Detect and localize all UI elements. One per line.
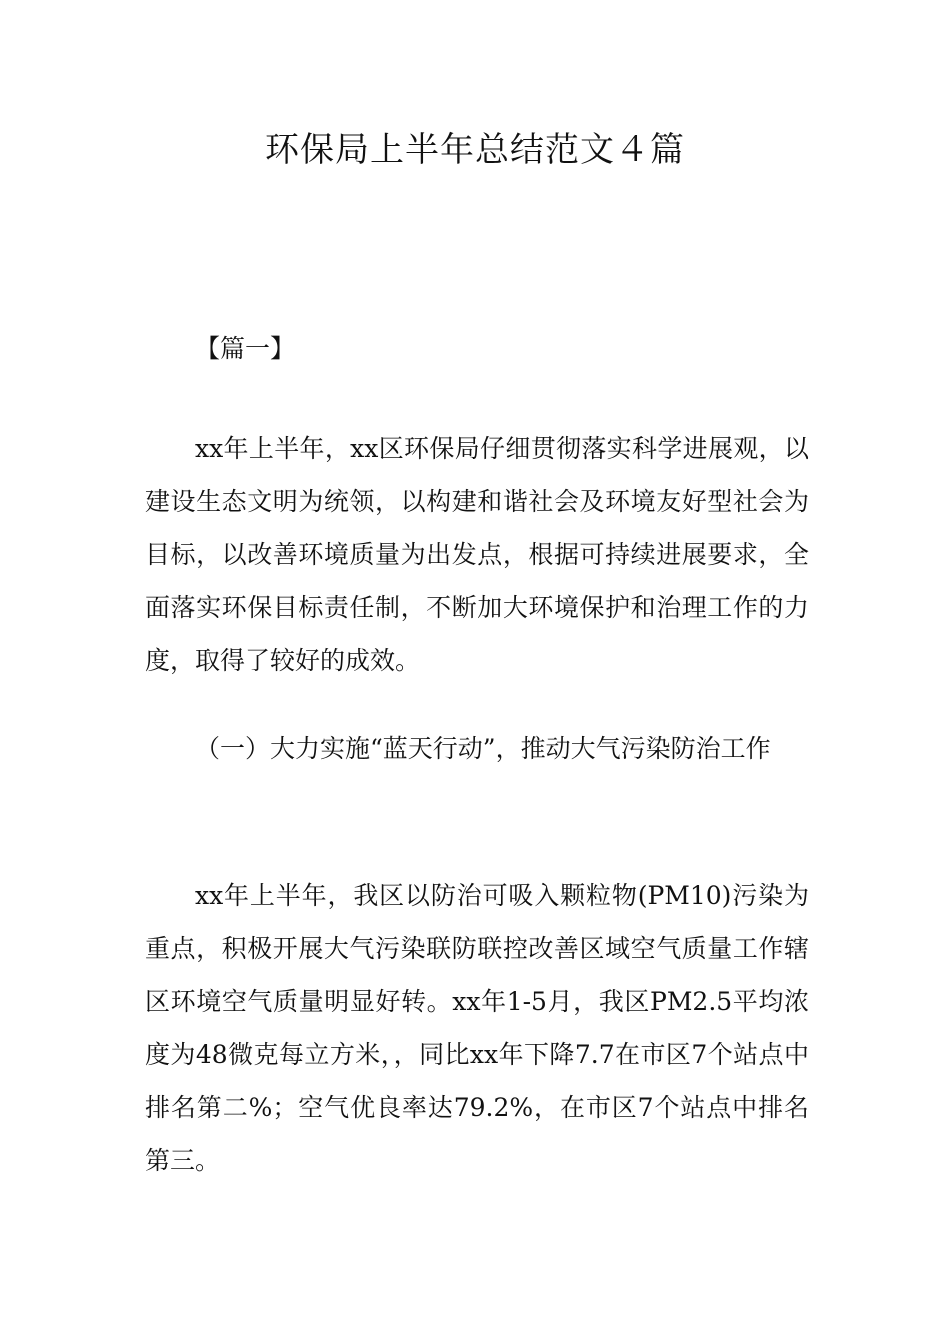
paragraph-intro: xx年上半年，xx区环保局仔细贯彻落实科学进展观，以建设生态文明为统领，以构建和谐社会及环境友好型社会为目标，以改善环境质量为出发点，根据可持续进展要求，全面落实环保目标责任制，不断加大环境保护和治理工作的力度，取得了较好的成效。 [145, 434, 809, 675]
document-title: 环保局上半年总结范文４篇 [265, 130, 685, 170]
section-label: 【篇一】 [195, 334, 296, 363]
paragraph-heading-1: （一）大力实施“蓝天行动”，推动大气污染防治工作 [195, 734, 771, 763]
paragraph-air-quality: xx年上半年，我区以防治可吸入颗粒物(PM10)污染为重点，积极开展大气污染联防联控改善区域空气质量工作辖区环境空气质量明显好转。xx年1-5月，我区PM2.5平均浓度为48微克每立方米，，同比xx年下降7.7在市区7个站点中排名第二%；空气优良率达79.2%，在市区7个站点中排名第三。 [145, 881, 809, 1175]
